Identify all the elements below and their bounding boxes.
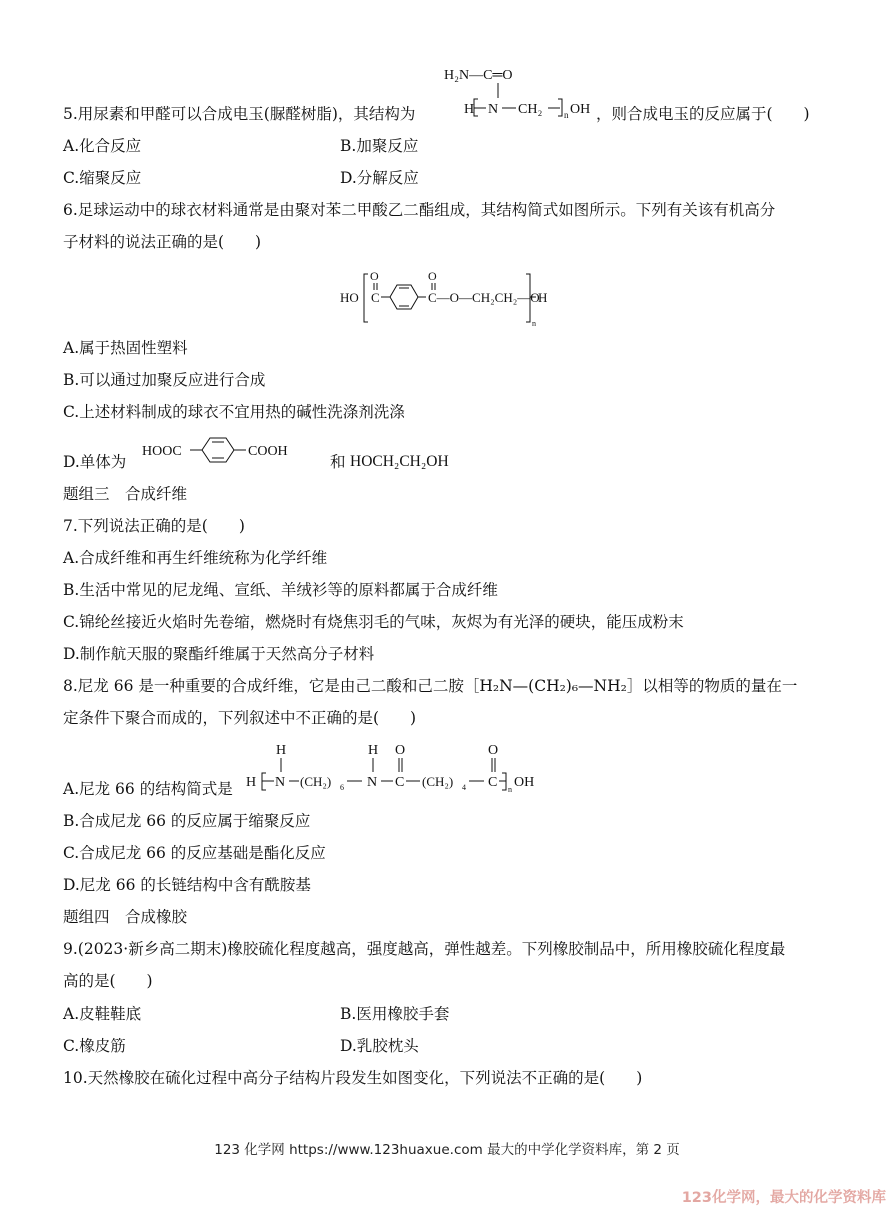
q8-option-d: D.尼龙 66 的长链结构中含有酰胺基 xyxy=(63,876,311,894)
struct-h: H xyxy=(464,102,475,117)
q7-option-a: A.合成纤维和再生纤维统称为化学纤维 xyxy=(63,549,328,567)
q5-stem-b: ，则合成电玉的反应属于( ) xyxy=(596,105,810,123)
nylon-h-end: H xyxy=(246,775,257,790)
q9-option-c: C.橡皮筋 xyxy=(63,1037,126,1055)
nylon-sub6: 6 xyxy=(340,783,344,792)
struct-top-group: H₂N—C═O xyxy=(444,68,513,83)
monomer-hooc: HOOC xyxy=(142,444,182,459)
q6-option-b: B.可以通过加聚反应进行合成 xyxy=(63,371,266,389)
pet-chain: C—O—CH₂CH₂—O xyxy=(428,290,540,305)
q5-stem-a: 5.用尿素和甲醛可以合成电玉(脲醛树脂)，其结构为 xyxy=(63,105,416,123)
monomer-cooh: COOH xyxy=(248,444,288,459)
nylon-oh: OH xyxy=(514,775,535,790)
q5-option-a: A.化合反应 xyxy=(63,137,142,155)
q6-stem-line2: 子材料的说法正确的是( ) xyxy=(63,233,262,251)
nylon-h-top2: H xyxy=(368,743,379,758)
q5-option-c: C.缩聚反应 xyxy=(63,169,142,187)
pet-o2: O xyxy=(428,269,437,283)
q6-option-d-prefix: D.单体为 xyxy=(63,453,127,471)
nylon-h-top1: H xyxy=(276,743,287,758)
q6-option-d-and: 和 xyxy=(330,453,346,471)
site-watermark: 123化学网，最大的化学资料库 xyxy=(681,1190,886,1206)
q5-option-b: B.加聚反应 xyxy=(340,137,419,155)
struct-n: N xyxy=(488,102,499,117)
pet-o1: O xyxy=(370,269,379,283)
q7-option-d: D.制作航天服的聚酯纤维属于天然高分子材料 xyxy=(63,645,375,663)
nylon-c2: C xyxy=(488,775,498,790)
q10-stem: 10.天然橡胶在硫化过程中高分子结构片段发生如图变化，下列说法不正确的是( ) xyxy=(63,1069,643,1087)
q7-stem: 7.下列说法正确的是( ) xyxy=(63,517,245,535)
nylon-o1: O xyxy=(395,743,406,758)
q8-stem-line1: 8.尼龙 66 是一种重要的合成纤维，它是由己二酸和己二胺［H₂N—(CH₂)₆—NH₂］以相等的物质的量在一 xyxy=(63,677,798,695)
q9-stem-line1: 9.(2023·新乡高二期末)橡胶硫化程度越高，强度越高，弹性越差。下列橡胶制品中，所用橡胶硫化程度最 xyxy=(63,940,786,958)
nylon-c1: C xyxy=(395,775,405,790)
q9-option-a: A.皮鞋鞋底 xyxy=(63,1005,142,1023)
q6-option-d-glycol: HOCH₂CH₂OH xyxy=(350,453,449,470)
pet-n-subscript: n xyxy=(532,319,536,328)
q8-stem-line2: 定条件下聚合而成的，下列叙述中不正确的是( ) xyxy=(63,709,417,727)
q9-stem-line2: 高的是( ) xyxy=(63,972,153,990)
struct-n-subscript: n xyxy=(564,110,569,120)
struct-ch2: CH₂ xyxy=(518,102,543,117)
q6-option-c: C.上述材料制成的球衣不宜用热的碱性洗涤剂洗涤 xyxy=(63,403,405,421)
nylon-n-subscript: n xyxy=(508,785,512,794)
q5-option-d: D.分解反应 xyxy=(340,169,419,187)
pet-h: H xyxy=(538,290,548,305)
q7-option-c: C.锦纶丝接近火焰时先卷缩，燃烧时有烧焦羽毛的气味，灰烬为有光泽的硬块，能压成粉末 xyxy=(63,613,684,631)
q8-option-b: B.合成尼龙 66 的反应属于缩聚反应 xyxy=(63,812,311,830)
section-heading-group3: 题组三 合成纤维 xyxy=(63,485,188,503)
pet-structure xyxy=(338,266,558,328)
q6-option-a: A.属于热固性塑料 xyxy=(63,339,188,357)
nylon-n2: N xyxy=(367,775,378,790)
nylon66-structure xyxy=(244,738,554,798)
pet-ho: HO xyxy=(340,290,359,305)
q8-option-c: C.合成尼龙 66 的反应基础是酯化反应 xyxy=(63,844,326,862)
q9-option-b: B.医用橡胶手套 xyxy=(340,1005,450,1023)
terephthalic-acid-structure xyxy=(140,436,326,470)
nylon-o2: O xyxy=(488,743,499,758)
q7-option-b: B.生活中常见的尼龙绳、宣纸、羊绒衫等的原料都属于合成纤维 xyxy=(63,581,498,599)
q6-stem-line1: 6.足球运动中的球衣材料通常是由聚对苯二甲酸乙二酯组成，其结构简式如图所示。下列有关该有机高分 xyxy=(63,201,776,219)
nylon-ch2-6: (CH₂) xyxy=(300,774,332,789)
urea-formaldehyde-structure xyxy=(440,62,600,124)
nylon-ch2-4: (CH₂) xyxy=(422,774,454,789)
page-footer: 123 化学网 https://www.123huaxue.com 最大的中学化学资料库，第 2 页 xyxy=(214,1142,680,1158)
section-heading-group4: 题组四 合成橡胶 xyxy=(63,908,188,926)
q9-option-d: D.乳胶枕头 xyxy=(340,1037,419,1055)
q8-option-a-prefix: A.尼龙 66 的结构简式是 xyxy=(63,780,233,798)
struct-oh: OH xyxy=(570,102,591,117)
pet-c1: C xyxy=(371,290,380,305)
nylon-n1: N xyxy=(275,775,286,790)
nylon-sub4: 4 xyxy=(462,783,466,792)
